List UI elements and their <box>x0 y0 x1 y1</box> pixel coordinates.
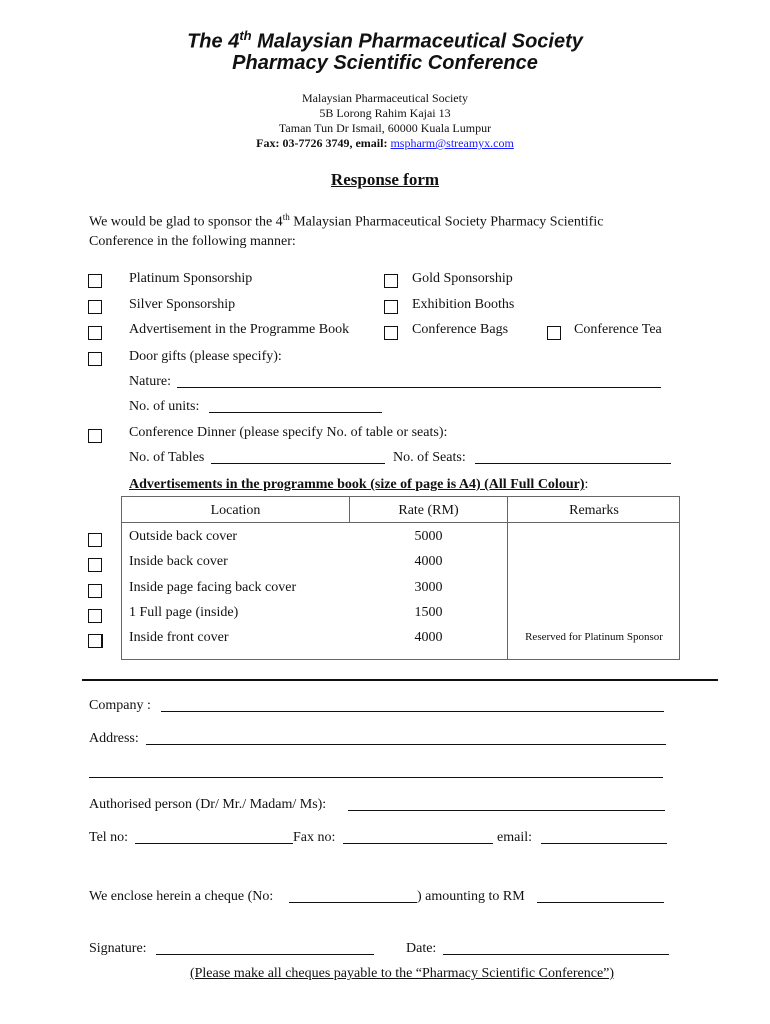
company-field[interactable] <box>161 697 664 712</box>
table-left-border <box>121 496 122 660</box>
tel-label: Tel no: <box>89 830 129 845</box>
tables-field[interactable] <box>211 449 385 464</box>
cheque-amount-field[interactable] <box>537 888 664 903</box>
authorised-label: Authorised person (Dr/ Mr./ Madam/ Ms): <box>89 797 327 812</box>
fax-label: Fax no: <box>293 830 336 845</box>
seats-field[interactable] <box>475 449 671 464</box>
booths-label: Exhibition Booths <box>412 297 515 312</box>
bags-label: Conference Bags <box>412 322 509 337</box>
table-cell-location: Inside back cover <box>129 554 228 569</box>
row-checkbox-full-page[interactable] <box>88 609 102 623</box>
table-cell-remarks: Reserved for Platinum Sponsor <box>525 631 663 643</box>
address-line-1: Malaysian Pharmaceutical Society <box>302 91 468 105</box>
gold-label: Gold Sponsorship <box>412 271 513 286</box>
table-cell-location: Outside back cover <box>129 529 238 544</box>
table-cell-rate: 3000 <box>414 580 443 595</box>
row-checkbox-inside-back[interactable] <box>88 558 102 572</box>
nature-field[interactable] <box>177 373 661 388</box>
door-gifts-label: Door gifts (please specify): <box>129 349 282 364</box>
silver-label: Silver Sponsorship <box>129 297 236 312</box>
table-cell-location: Inside front cover <box>129 630 229 645</box>
tea-checkbox[interactable] <box>547 326 561 340</box>
date-label: Date: <box>406 941 437 956</box>
table-header-remarks: Remarks <box>569 503 619 518</box>
cheque-number-field[interactable] <box>289 888 417 903</box>
page-title-line2: Pharmacy Scientific Conference <box>232 52 538 74</box>
silver-checkbox[interactable] <box>88 300 102 314</box>
table-top-border <box>121 496 680 497</box>
bags-checkbox[interactable] <box>384 326 398 340</box>
address-line-3: Taman Tun Dr Ismail, 60000 Kuala Lumpur <box>278 121 492 135</box>
advert-label: Advertisement in the Programme Book <box>129 322 350 337</box>
table-header-rate: Rate (RM) <box>398 503 459 518</box>
dinner-checkbox[interactable] <box>88 429 102 443</box>
table-cell-rate: 5000 <box>414 529 443 544</box>
nature-label: Nature: <box>129 374 171 389</box>
fax-field[interactable] <box>343 829 493 844</box>
cheque-amount-label: ) amounting to RM <box>417 889 525 904</box>
section-divider <box>82 679 718 681</box>
gold-checkbox[interactable] <box>384 274 398 288</box>
advert-checkbox[interactable] <box>88 326 102 340</box>
ads-title: Advertisements in the programme book (size of page is A4) (All Full Colour): <box>129 477 589 492</box>
form-heading: Response form <box>330 170 440 189</box>
address-label: Address: <box>89 731 139 746</box>
tel-field[interactable] <box>135 829 293 844</box>
signature-field[interactable] <box>156 940 374 955</box>
table-cell-rate: 4000 <box>414 554 443 569</box>
address-line-2: 5B Lorong Rahim Kajai 13 <box>319 106 451 120</box>
address-field[interactable] <box>146 730 666 745</box>
cheque-footnote: (Please make all cheques payable to the “Pharmacy Scientific Conference”) <box>189 966 615 981</box>
table-bottom-border <box>121 659 680 660</box>
seats-label: No. of Seats: <box>393 450 466 465</box>
intro-paragraph: We would be glad to sponsor the 4th Malaysian Pharmaceutical Society Pharmacy Scientific Conference in the following manner: <box>89 212 604 249</box>
table-cell-rate: 4000 <box>414 630 443 645</box>
authorised-field[interactable] <box>348 796 665 811</box>
company-label: Company : <box>89 698 151 713</box>
table-header-location: Location <box>210 503 261 518</box>
page-title: The 4th Malaysian Pharmaceutical Society <box>187 28 583 53</box>
table-cell-location: Inside page facing back cover <box>129 580 297 595</box>
booths-checkbox[interactable] <box>384 300 398 314</box>
table-header-border <box>121 522 680 523</box>
dinner-label: Conference Dinner (please specify No. of table or seats): <box>129 425 448 440</box>
row-checkbox-inside-front[interactable] <box>88 634 103 648</box>
contact-label: Fax: 03-7726 3749, email: <box>256 136 388 150</box>
table-cell-rate: 1500 <box>414 605 443 620</box>
door-gifts-checkbox[interactable] <box>88 352 102 366</box>
platinum-label: Platinum Sponsorship <box>129 271 253 286</box>
signature-label: Signature: <box>89 941 147 956</box>
row-checkbox-facing-back[interactable] <box>88 584 102 598</box>
table-cell-location: 1 Full page (inside) <box>129 605 239 620</box>
email-field[interactable] <box>541 829 667 844</box>
tea-label: Conference Tea <box>574 322 662 337</box>
contact-line <box>0 136 770 151</box>
cheque-label: We enclose herein a cheque (No: <box>89 889 274 904</box>
date-field[interactable] <box>443 940 669 955</box>
email-link[interactable]: mspharm@streamyx.com <box>390 136 514 150</box>
tables-label: No. of Tables <box>129 450 205 465</box>
email-label: email: <box>497 830 532 845</box>
units-label: No. of units: <box>129 399 200 414</box>
units-field[interactable] <box>209 398 382 413</box>
row-checkbox-outside-back[interactable] <box>88 533 102 547</box>
platinum-checkbox[interactable] <box>88 274 102 288</box>
address-field-line2[interactable] <box>89 763 663 778</box>
